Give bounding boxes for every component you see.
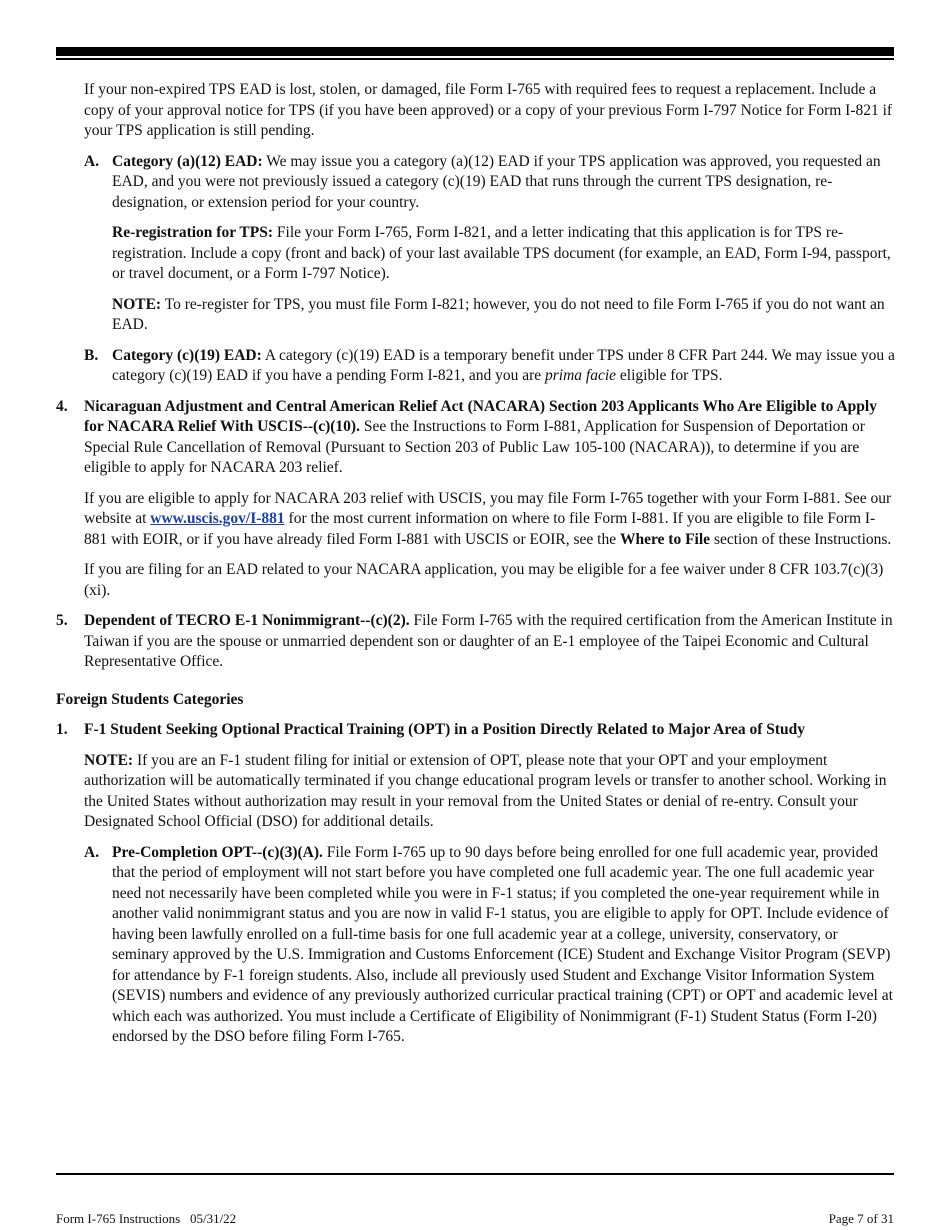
f1-opt-title: F-1 Student Seeking Optional Practical Training (OPT) in a Position Directly Related to Major Area of Study [84, 721, 806, 738]
footer-page-number: Page 7 of 31 [828, 1211, 894, 1226]
item-label: A. [84, 843, 100, 861]
tps-note-text: To re-register for TPS, you must file Form I-821; however, you do not need to file Form I-765 if you do not want an EAD. [112, 295, 885, 333]
tps-category-a [56, 152, 896, 336]
nacara-title: Nicaraguan Adjustment and Central American Relief Act (NACARA) Section 203 Applicants Who Are Eligible to Apply for NACARA Relief With USCIS--(c)(10). [84, 397, 877, 435]
nacara-p2-text-middle: for the most current information on where to file Form I-881. If you are eligible to file Form I-881 with EOIR, or if you have already filed Form I-881 with USCIS or EOIR, see the [84, 510, 876, 548]
tecro-paragraph [84, 611, 896, 673]
prima-facie-italic: prima facie [545, 367, 617, 384]
category-c19-paragraph [112, 346, 896, 387]
opt-note-text: If you are an F-1 student filing for initial or extension of OPT, please note that your OPT and your employment authorization will be automatically terminated if you change educational program levels or transfer to another school. Working in the United States without authorization may result in your removal from the United States or denial of re-entry. Consult your Designated School Official (DSO) for additional details. [84, 751, 887, 830]
nacara-paragraph-3: If you are filing for an EAD related to your NACARA application, you may be eligible for a fee waiver under 8 CFR 103.7(c)(3)(xi). [84, 561, 884, 599]
tecro-title: Dependent of TECRO E-1 Nonimmigrant--(c)(2). [84, 612, 410, 629]
note-label: NOTE: [84, 751, 134, 769]
foreign-students-heading: Foreign Students Categories [56, 690, 244, 708]
category-c19-text: A category (c)(19) EAD is a temporary benefit under TPS under 8 CFR Part 244. We may issue you a category (c)(19) EAD if you have a pending Form I-821, and you are [112, 346, 895, 384]
intro-paragraph: If your non-expired TPS EAD is lost, stolen, or damaged, file Form I-765 with required fees to request a replacement. Include a copy of your approval notice for TPS (if you have been approved) or a copy of your previous Form I-797 Notice for Form I-821 if your TPS application is still pending. [84, 81, 893, 139]
category-a12-text: We may issue you a category (a)(12) EAD if your TPS application was approved, you requested an EAD, and you were not previously issued a category (c)(19) EAD that runs through the current TPS designation, re-designation, or extension period for your country. [112, 152, 881, 211]
category-a12-paragraph [112, 152, 896, 214]
footer-form-id: Form I-765 Instructions 05/31/22 [56, 1211, 237, 1226]
item-label: B. [84, 346, 99, 364]
item-4-nacara [56, 397, 896, 602]
tps-category-b [56, 346, 896, 387]
pre-completion-text: File Form I-765 up to 90 days before being enrolled for one full academic year, provided that the period of employment will not start before you have completed one full academic year. The one full academic year need not necessarily have been completed while you were in F-1 status; if you completed the one-year requirement while in another valid nonimmigrant status and you are now in valid F-1 status, you are eligible to apply for OPT. Include evidence of having been lawfully enrolled on a full-time basis for one full academic year at a college, university, conservatory, or seminary approved by the U.S. Immigration and Customs Enforcement (ICE) Student and Exchange Visitor Program (SEVP) for attendance by F-1 foreign students. Also, include all previously used Student and Exchange Visitor Information System (SEVIS) numbers and evidence of any previously authorized curricular practical training (CPT) or OPT and academic level at which each was authorized. You must include a Certificate of Eligibility of Nonimmigrant (F-1) Student Status (Form I-20) endorsed by the DSO before filing Form I-765. [112, 843, 893, 1045]
pre-completion-opt [56, 843, 896, 1048]
item-number: 4. [56, 397, 68, 415]
nacara-p2-text: If you are eligible to apply for NACARA 203 relief with USCIS, you may file Form I-765 together with your Form I-881. See our website at [84, 489, 892, 527]
re-registration-text: File your Form I-765, Form I-821, and a letter indicating that this application is for TPS re-registration. Include a copy (front and back) of your last available TPS document (for example, an EAD, Form I-94, passport, or travel document, or a Form I-797 Notice). [112, 224, 891, 282]
re-registration-paragraph [112, 223, 896, 285]
item-label: A. [84, 152, 100, 170]
foreign-students-item-1 [56, 720, 896, 1048]
category-c19-title: Category (c)(19) EAD: [112, 346, 262, 364]
nacara-text: See the Instructions to Form I-881, Application for Suspension of Deportation or Special Rule Cancellation of Removal (Pursuant to Section 203 of Public Law 105-100 (NACARA)), to determine if you are eligible to apply for NACARA 203 relief. [84, 418, 865, 476]
category-a12-title: Category (a)(12) EAD: [112, 152, 263, 170]
page-content [56, 80, 896, 1048]
nacara-paragraph [84, 397, 896, 479]
nacara-paragraph-2 [84, 489, 896, 551]
header-rule-thick [56, 47, 894, 56]
uscis-i881-link[interactable]: www.uscis.gov/I-881 [150, 510, 285, 527]
note-label: NOTE: [112, 295, 162, 313]
tecro-text: File Form I-765 with the required certification from the American Institute in Taiwan if you are the spouse or unmarried dependent son or daughter of an E-1 employee of the Taipei Economic and Cultural Representative Office. [84, 612, 893, 670]
category-c19-text-end: eligible for TPS. [619, 367, 723, 384]
header-rule-thin [56, 58, 894, 60]
footer-rule [56, 1173, 894, 1175]
item-number: 1. [56, 721, 68, 738]
nacara-p2-text-end: section of these Instructions. [713, 530, 892, 548]
where-to-file-bold: Where to File [619, 530, 711, 548]
opt-note-paragraph [84, 751, 896, 833]
re-registration-title: Re-registration for TPS: [112, 224, 274, 241]
tps-note-paragraph [112, 295, 896, 336]
item-5-tecro [56, 611, 896, 673]
pre-completion-paragraph [112, 843, 896, 1048]
item-number: 5. [56, 612, 68, 629]
pre-completion-title: Pre-Completion OPT--(c)(3)(A). [112, 843, 323, 861]
